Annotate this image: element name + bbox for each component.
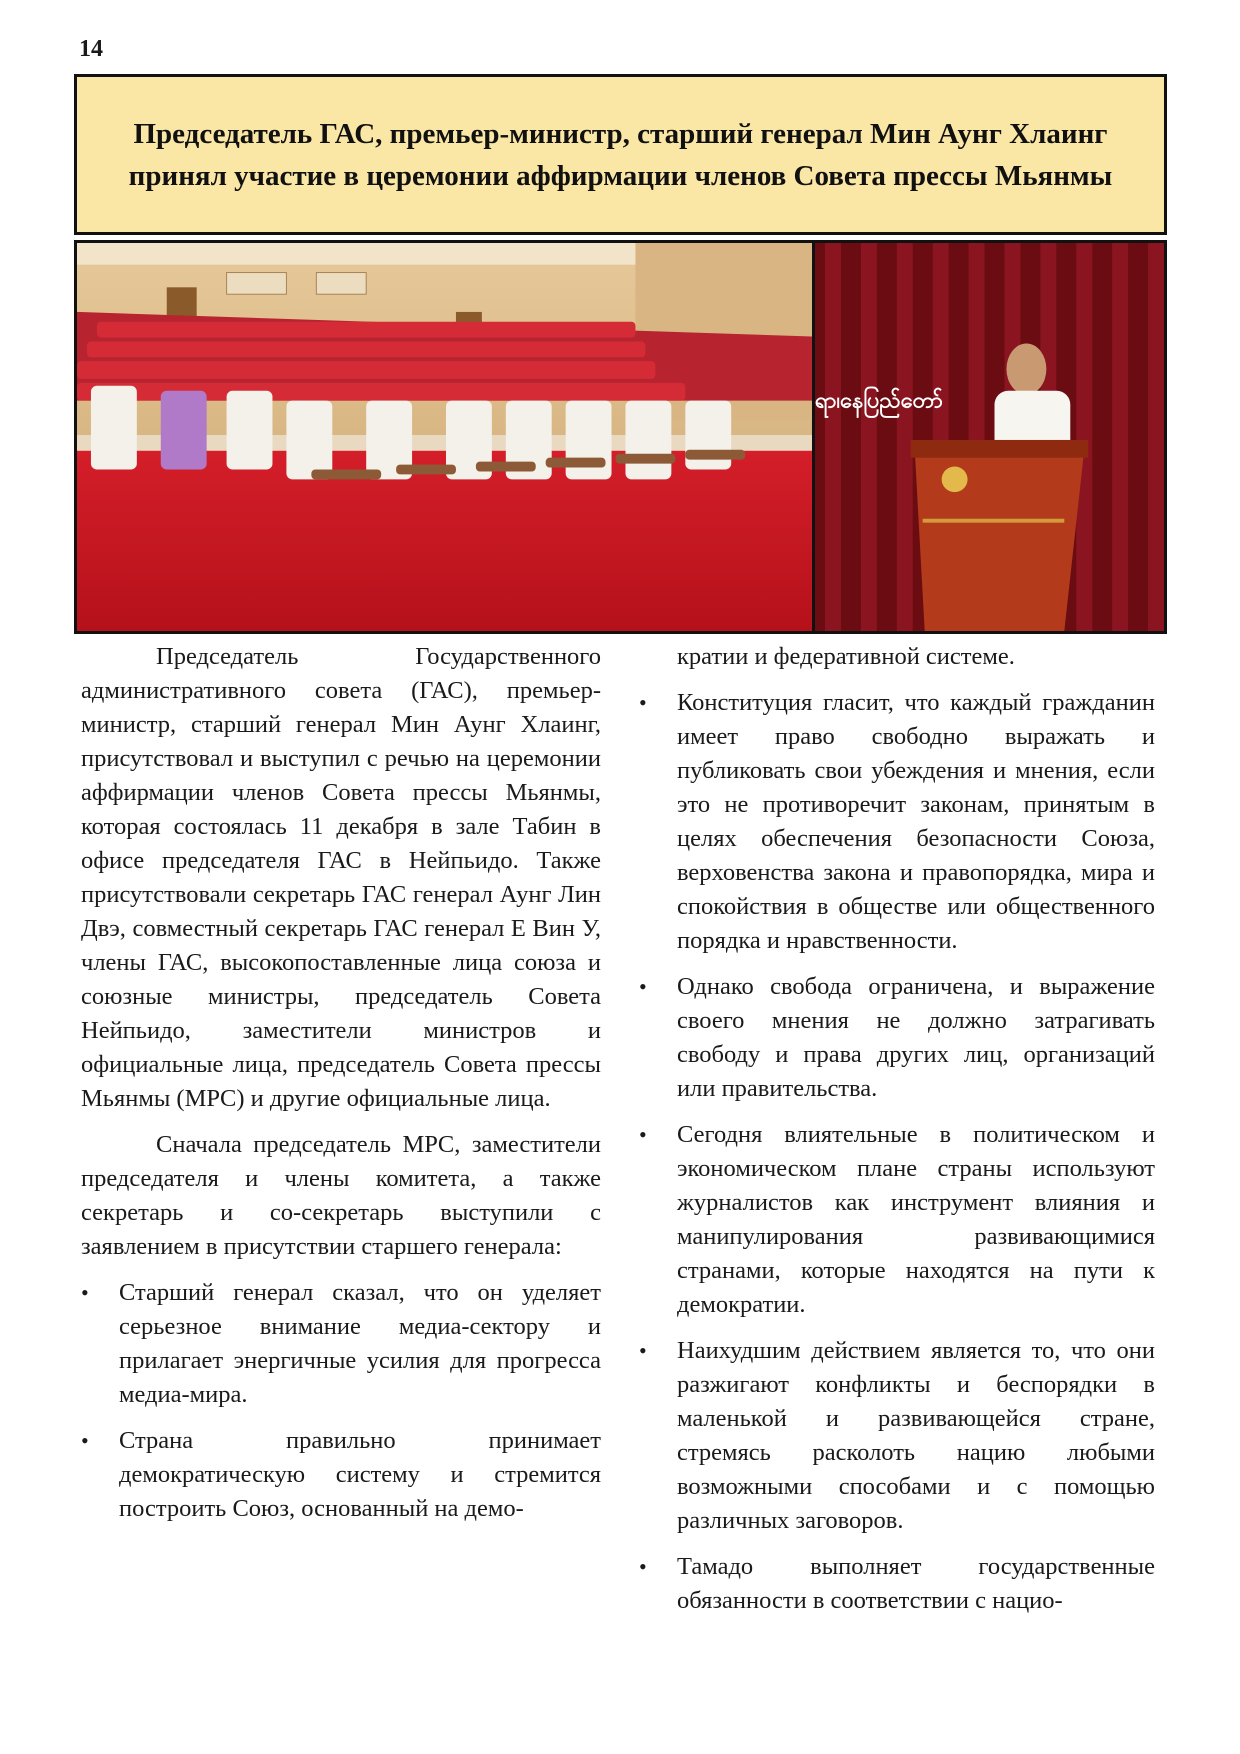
bullet-icon: • (81, 1428, 89, 1453)
hall-audience-photo (77, 243, 812, 631)
list-item-text: Однако свобода ограничена, и выражение своего мнения не должно затрагивать свободу и права других лиц, организаций или правительства. (677, 973, 1155, 1102)
left-bullet-list (81, 1276, 601, 1526)
list-item (81, 1424, 601, 1526)
list-item (639, 1334, 1155, 1538)
right-column (639, 640, 1155, 1630)
list-item-text: Сегодня влиятельные в политическом и экономическом плане страны используют журналистов как инструмент влияния и манипулирования развивающимися странами, которые находятся на пути к демократии. (677, 1121, 1155, 1318)
list-item-text: Тамадо выполняет государственные обязанности в соответствии с нацио- (677, 1553, 1155, 1614)
headline-box (74, 74, 1167, 235)
list-item-text: Конституция гласит, что каждый гражданин имеет право свободно выражать и публиковать свои убеждения и мнения, если это не противоречит законам, принятым в целях обеспечения безопасности Союза, верховенства закона и правопорядка, мира и спокойствия в обществе или общественного порядка и нравственности. (677, 689, 1155, 954)
headline: Председатель ГАС, премьер-министр, старший генерал Мин Аунг Хлаинг принял участие в церемонии аффирмации членов Совета прессы Мьянмы (128, 117, 1113, 192)
speaker-podium-image (815, 243, 1164, 631)
bullet-icon: • (639, 1122, 647, 1147)
bullet-icon: • (639, 1554, 647, 1579)
bullet-icon: • (639, 974, 647, 999)
photo-strip (74, 240, 1167, 634)
list-item-text: Старший генерал сказал, что он уделяет серьезное внимание медиа-сектору и прилагает энергичные усилия для прогресса медиа-мира. (119, 1279, 601, 1408)
list-item (81, 1276, 601, 1412)
speaker-podium-photo (812, 243, 1164, 631)
bullet-icon: • (639, 690, 647, 715)
left-column (81, 640, 601, 1538)
list-item-text: Страна правильно принимает демократическую систему и стремится построить Союз, основанный на демо- (119, 1427, 601, 1522)
list-item (639, 686, 1155, 958)
bullet-icon: • (639, 1338, 647, 1363)
list-item (639, 1118, 1155, 1322)
right-bullet-list (639, 686, 1155, 1618)
banner-text: ရာ၊နေပြည်တော် (814, 388, 944, 414)
continued-text: кратии и федеративной системе. (677, 643, 1015, 670)
page-number: 14 (79, 36, 103, 62)
list-item (639, 1550, 1155, 1618)
intro-paragraph: Председатель Государственного административного совета (ГАС), премьер-министр, старший генерал Мин Аунг Хлаинг, присутствовал и выступил с речью на церемонии аффирмации членов Совета прессы Мьянмы, которая состоялась 11 декабря в зале Табин в офисе председателя ГАС в Нейпьидо. Также присутствовали секретарь ГАС генерал Аунг Лин Двэ, совместный секретарь ГАС генерал Е Вин У, члены ГАС, высокопоставленные лица союза и союзные министры, председатель Совета Нейпьидо, заместители министров и официальные лица, председатель Совета прессы Мьянмы (MPC) и другие официальные лица. (81, 643, 601, 1112)
bullet-icon: • (81, 1280, 89, 1305)
list-item-text: Наихудшим действием является то, что они разжигают конфликты и беспорядки в маленькой и развивающейся стране, стремясь расколоть нацию любыми возможными способами и с помощью различных заговоров. (677, 1337, 1155, 1534)
list-item (639, 970, 1155, 1106)
statement-paragraph: Сначала председатель MPC, заместители председателя и члены комитета, а также секретарь и со-секретарь выступили с заявлением в присутствии старшего генерала: (81, 1131, 601, 1260)
hall-audience-image (77, 243, 812, 631)
